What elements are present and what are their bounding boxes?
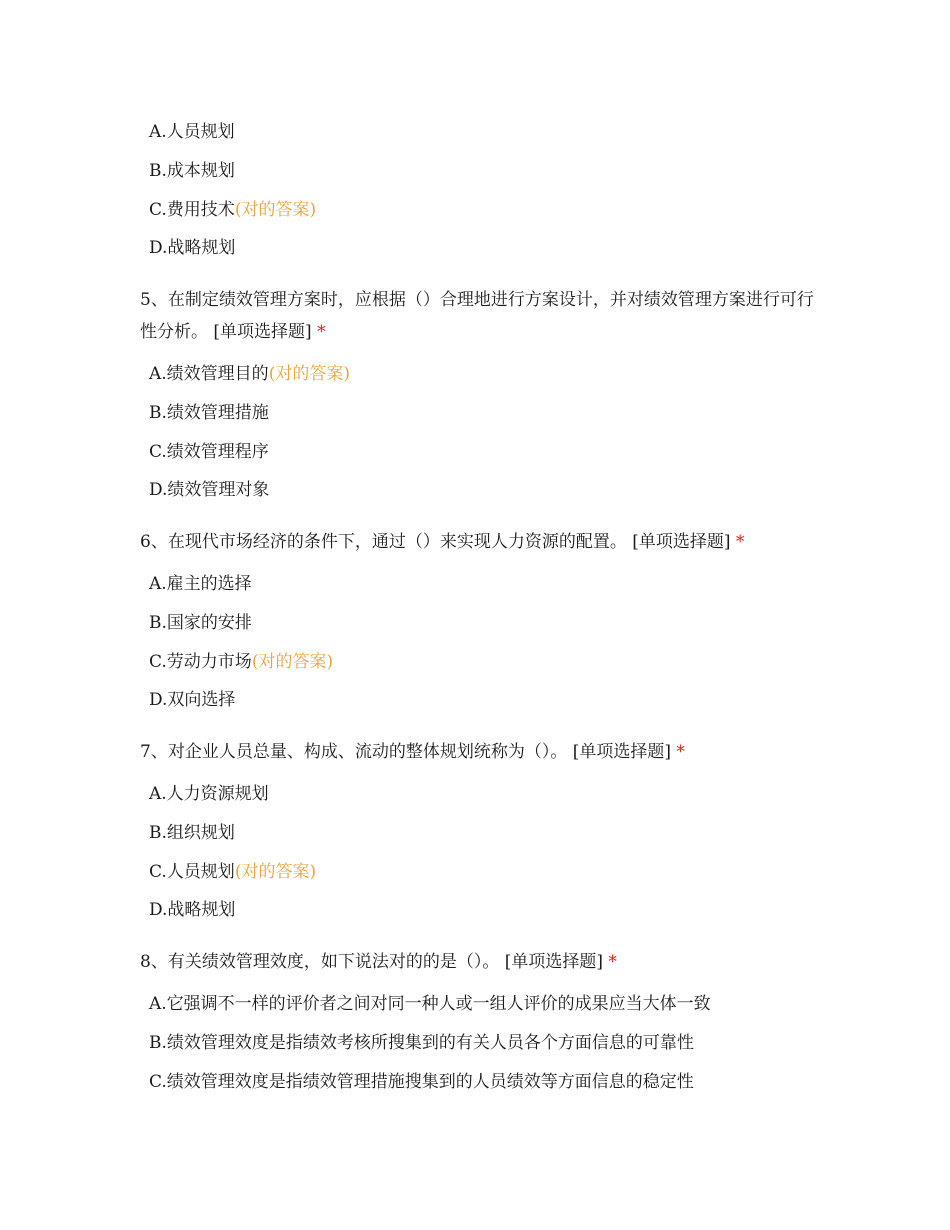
required-marker: * bbox=[317, 322, 326, 342]
correct-answer-marker: (对的答案) bbox=[234, 862, 317, 882]
correct-answer-marker: (对的答案) bbox=[268, 364, 350, 384]
option-d: D.战略规划 bbox=[149, 900, 236, 920]
option-a: A.人员规划 bbox=[149, 122, 235, 142]
option-b: B.成本规划 bbox=[149, 161, 235, 181]
option-c: C.绩效管理程序 bbox=[149, 442, 269, 462]
question-7: 7、对企业人员总量、构成、流动的整体规划统称为（）。 [单项选择题] * bbox=[140, 742, 685, 762]
option-a: A.绩效管理目的(对的答案) bbox=[149, 364, 350, 384]
question-6: 6、在现代市场经济的条件下，通过（）来实现人力资源的配置。 [单项选择题] * bbox=[140, 532, 745, 552]
option-c: C.绩效管理效度是指绩效管理措施搜集到的人员绩效等方面信息的稳定性 bbox=[149, 1072, 694, 1092]
option-c: C.人员规划(对的答案) bbox=[149, 862, 317, 882]
option-a: A.它强调不一样的评价者之间对同一种人或一组人评价的成果应当大体一致 bbox=[149, 994, 711, 1014]
option-d: D.战略规划 bbox=[149, 238, 236, 258]
option-b: B.国家的安排 bbox=[149, 613, 252, 633]
option-b: B.绩效管理效度是指绩效考核所搜集到的有关人员各个方面信息的可靠性 bbox=[149, 1033, 694, 1053]
option-d: D.绩效管理对象 bbox=[149, 480, 270, 500]
option-a: A.雇主的选择 bbox=[149, 574, 252, 594]
option-d: D.双向选择 bbox=[149, 690, 236, 710]
correct-answer-marker: (对的答案) bbox=[251, 652, 334, 672]
required-marker: * bbox=[735, 532, 745, 552]
option-a: A.人力资源规划 bbox=[149, 784, 269, 804]
question-5: 5、在制定绩效管理方案时，应根据（）合理地进行方案设计，并对绩效管理方案进行可行性分析。 [单项选择题] * bbox=[140, 290, 814, 342]
option-b: B.绩效管理措施 bbox=[149, 403, 269, 423]
correct-answer-marker: (对的答案) bbox=[234, 200, 317, 220]
required-marker: * bbox=[608, 952, 617, 972]
required-marker: * bbox=[676, 742, 685, 762]
question-8: 8、有关绩效管理效度，如下说法对的的是（）。 [单项选择题] * bbox=[140, 952, 617, 972]
option-c: C.费用技术(对的答案) bbox=[149, 200, 317, 220]
option-b: B.组织规划 bbox=[149, 823, 235, 843]
option-c: C.劳动力市场(对的答案) bbox=[149, 652, 334, 672]
